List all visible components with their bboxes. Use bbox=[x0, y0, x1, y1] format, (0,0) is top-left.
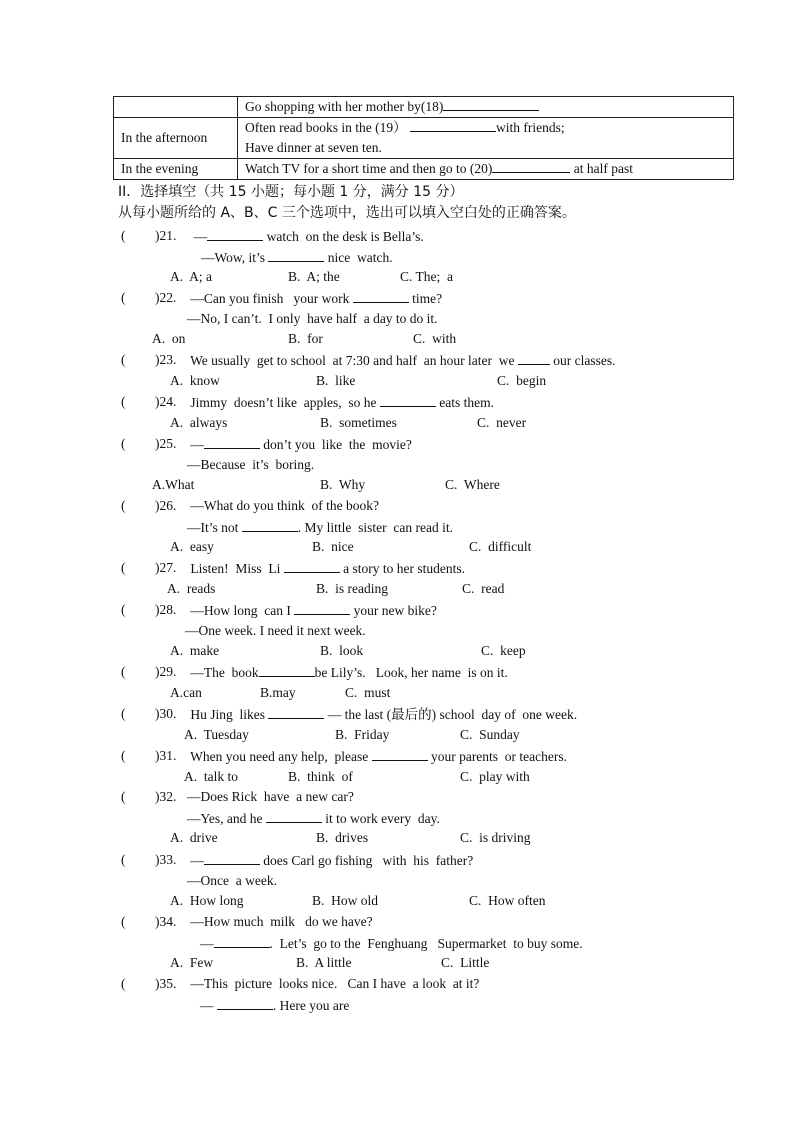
option-a[interactable]: A.What bbox=[152, 477, 195, 493]
option-c[interactable]: C. The; a bbox=[400, 269, 453, 285]
option-c[interactable]: C. Little bbox=[441, 955, 490, 971]
question-text: eats them. bbox=[435, 395, 494, 410]
option-a[interactable]: A. on bbox=[152, 331, 186, 347]
question-text: Jimmy doesn’t like apples, so he bbox=[187, 395, 380, 410]
question-text: —Wow, it’s bbox=[201, 249, 269, 265]
answer-bracket[interactable]: ( bbox=[121, 789, 153, 804]
answer-bracket[interactable]: ( bbox=[121, 228, 153, 243]
option-b[interactable]: B. Why bbox=[320, 477, 366, 493]
option-c[interactable]: C. must bbox=[345, 684, 391, 700]
activity-cell bbox=[238, 118, 734, 159]
activity-text: Often read books in the (19） bbox=[245, 120, 407, 135]
question-line bbox=[187, 706, 577, 723]
answer-blank[interactable] bbox=[294, 602, 350, 615]
question-text: time? bbox=[408, 291, 443, 306]
question-text: — the last (最后的) school day of one week. bbox=[324, 707, 578, 722]
option-b[interactable]: B. nice bbox=[312, 539, 354, 555]
table-row bbox=[114, 118, 734, 159]
activity-text: at half past bbox=[573, 161, 633, 176]
question-text: a story to her students. bbox=[339, 561, 465, 576]
answer-bracket[interactable]: ( bbox=[121, 352, 153, 367]
option-b[interactable]: B.may bbox=[260, 684, 296, 700]
question-text: —What do you think of the book? bbox=[187, 498, 379, 513]
answer-blank[interactable] bbox=[204, 436, 260, 449]
question-number: )25. bbox=[155, 436, 177, 451]
option-a[interactable]: A. always bbox=[170, 414, 228, 430]
question-number: )27. bbox=[155, 560, 177, 575]
question-number: )30. bbox=[155, 706, 177, 721]
answer-bracket[interactable]: ( bbox=[121, 914, 153, 929]
question-line bbox=[187, 290, 442, 307]
option-c[interactable]: C. with bbox=[413, 331, 457, 347]
activity-cell bbox=[238, 159, 734, 180]
option-c[interactable]: C. never bbox=[477, 414, 527, 430]
question-line bbox=[187, 664, 508, 681]
question-line bbox=[187, 457, 314, 473]
option-b[interactable]: B. look bbox=[320, 643, 364, 659]
option-c[interactable]: C. play with bbox=[460, 768, 530, 784]
question-text: Hu Jing likes bbox=[187, 707, 269, 722]
option-b[interactable]: B. How old bbox=[312, 893, 379, 909]
question-text: When you need any help, please bbox=[187, 749, 372, 764]
question-line bbox=[187, 789, 354, 805]
question-number: )35. bbox=[155, 976, 177, 991]
option-c[interactable]: C. How often bbox=[469, 893, 546, 909]
answer-bracket[interactable]: ( bbox=[121, 394, 153, 409]
question-text: . Let’s go to the Fenghuang Supermarket to buy some. bbox=[269, 935, 583, 951]
option-a[interactable]: A. Tuesday bbox=[184, 726, 249, 742]
question-text: —Once a week. bbox=[187, 872, 277, 888]
question-text: Listen! Miss Li bbox=[187, 561, 284, 576]
question-text: don’t you like the movie? bbox=[259, 437, 412, 452]
question-text: —It’s not bbox=[187, 519, 242, 535]
answer-blank[interactable] bbox=[207, 228, 263, 241]
question-text: — bbox=[200, 935, 214, 951]
question-number: )23. bbox=[155, 352, 177, 367]
question-number: )24. bbox=[155, 394, 177, 409]
question-number: )33. bbox=[155, 852, 177, 867]
option-a[interactable]: A. Few bbox=[170, 955, 214, 971]
time-cell bbox=[114, 97, 238, 118]
question-number: )22. bbox=[155, 290, 177, 305]
option-a[interactable]: A.can bbox=[170, 684, 202, 700]
answer-bracket[interactable]: ( bbox=[121, 290, 153, 305]
question-number: )28. bbox=[155, 602, 177, 617]
question-line bbox=[200, 997, 349, 1014]
question-line bbox=[185, 623, 366, 639]
question-text: —Because it’s boring. bbox=[187, 456, 315, 472]
answer-blank[interactable] bbox=[380, 394, 436, 407]
question-text: —Yes, and he bbox=[187, 810, 266, 826]
question-line bbox=[187, 748, 567, 765]
answer-blank[interactable] bbox=[372, 748, 428, 761]
question-text: your new bike? bbox=[350, 603, 437, 618]
answer-bracket[interactable]: ( bbox=[121, 498, 153, 513]
answer-blank[interactable] bbox=[268, 249, 324, 262]
option-c[interactable]: C. is driving bbox=[460, 830, 531, 846]
answer-bracket[interactable]: ( bbox=[121, 748, 153, 763]
question-line bbox=[187, 602, 437, 619]
answer-blank[interactable] bbox=[518, 352, 550, 365]
question-text: — bbox=[200, 997, 217, 1013]
question-text: We usually get to school at 7:30 and half an hour later we bbox=[187, 353, 518, 368]
table-row bbox=[114, 159, 734, 180]
question-text: . My little sister can read it. bbox=[297, 519, 453, 535]
option-b[interactable]: B. Friday bbox=[335, 726, 390, 742]
time-cell: In the evening bbox=[114, 159, 238, 180]
question-text: —How much milk do we have? bbox=[187, 914, 373, 929]
question-text: —No, I can’t. I only have half a day to do it. bbox=[187, 310, 438, 326]
question-text: —The book bbox=[187, 665, 259, 680]
question-text: . Here you are bbox=[272, 997, 350, 1013]
option-a[interactable]: A. drive bbox=[170, 830, 218, 846]
question-line bbox=[187, 352, 615, 369]
answer-blank-20[interactable] bbox=[492, 160, 570, 173]
question-line bbox=[187, 436, 412, 453]
question-number: )29. bbox=[155, 664, 177, 679]
question-number: )32. bbox=[155, 789, 177, 804]
activity-text: Watch TV for a short time and then go to (20) bbox=[245, 161, 493, 176]
option-c[interactable]: C. Sunday bbox=[460, 726, 520, 742]
question-line bbox=[187, 873, 277, 889]
section-instruction: 从每小题所给的 A、B、C 三个选项中，选出可以填入空白处的正确答案。 bbox=[118, 205, 576, 221]
section-heading: II．选择填空（共 15 小题；每小题 1 分，满分 15 分） bbox=[118, 184, 464, 200]
question-text: — bbox=[187, 229, 208, 244]
option-a[interactable]: A. A; a bbox=[170, 269, 212, 285]
answer-blank[interactable] bbox=[353, 290, 409, 303]
question-text: your parents or teachers. bbox=[427, 749, 568, 764]
answer-bracket[interactable]: ( bbox=[121, 664, 153, 679]
answer-blank[interactable] bbox=[266, 810, 322, 823]
option-b[interactable]: B. for bbox=[288, 331, 323, 347]
question-text: — bbox=[187, 437, 204, 452]
question-line bbox=[187, 228, 424, 245]
table-row bbox=[114, 97, 734, 118]
question-text: —One week. I need it next week. bbox=[185, 622, 366, 638]
question-line bbox=[187, 519, 453, 536]
question-line bbox=[187, 852, 473, 869]
option-b[interactable]: B. think of bbox=[288, 768, 353, 784]
option-b[interactable]: B. drives bbox=[316, 830, 369, 846]
option-c[interactable]: C. begin bbox=[497, 372, 547, 388]
option-b[interactable]: B. sometimes bbox=[320, 414, 397, 430]
question-number: )21. bbox=[155, 228, 177, 243]
option-a[interactable]: A. reads bbox=[167, 580, 216, 596]
answer-blank[interactable] bbox=[214, 935, 270, 948]
option-b[interactable]: B. A; the bbox=[288, 269, 340, 285]
option-a[interactable]: A. How long bbox=[170, 893, 244, 909]
answer-bracket[interactable]: ( bbox=[121, 852, 153, 867]
question-number: )26. bbox=[155, 498, 177, 513]
option-c[interactable]: C. difficult bbox=[469, 539, 532, 555]
answer-bracket[interactable]: ( bbox=[121, 602, 153, 617]
question-line bbox=[187, 394, 494, 411]
answer-bracket[interactable]: ( bbox=[121, 436, 153, 451]
activity-cell bbox=[238, 97, 734, 118]
answer-bracket[interactable]: ( bbox=[121, 976, 153, 991]
answer-blank[interactable] bbox=[217, 997, 273, 1010]
activity-text: Go shopping with her mother by(18) bbox=[245, 99, 444, 114]
time-cell: In the afternoon bbox=[114, 118, 238, 159]
answer-blank-19[interactable] bbox=[410, 119, 496, 132]
question-line bbox=[200, 935, 583, 952]
question-text: our classes. bbox=[549, 353, 616, 368]
question-number: )31. bbox=[155, 748, 177, 763]
option-c[interactable]: C. Where bbox=[445, 477, 500, 493]
option-a[interactable]: A. know bbox=[170, 372, 220, 388]
option-b[interactable]: B. A little bbox=[296, 955, 352, 971]
question-text: —How long can I bbox=[187, 603, 295, 618]
option-c[interactable]: C. keep bbox=[481, 643, 526, 659]
option-a[interactable]: A. make bbox=[170, 643, 220, 659]
answer-blank[interactable] bbox=[259, 664, 315, 677]
answer-blank-18[interactable] bbox=[443, 98, 539, 111]
question-line bbox=[201, 249, 393, 266]
question-text: be Lily’s. Look, her name is on it. bbox=[314, 665, 508, 680]
answer-bracket[interactable]: ( bbox=[121, 560, 153, 575]
question-text: does Carl go fishing with his father? bbox=[259, 853, 474, 868]
option-b[interactable]: B. is reading bbox=[316, 580, 388, 596]
question-line bbox=[187, 976, 479, 992]
question-number: )34. bbox=[155, 914, 177, 929]
question-text: —Can you finish your work bbox=[187, 291, 353, 306]
question-line bbox=[187, 810, 440, 827]
question-text: it to work every day. bbox=[321, 810, 440, 826]
activity-text: Have dinner at seven ten. bbox=[245, 140, 382, 155]
question-line bbox=[187, 498, 379, 514]
option-a[interactable]: A. easy bbox=[170, 539, 214, 555]
question-text: — bbox=[187, 853, 204, 868]
question-line bbox=[187, 914, 373, 930]
option-c[interactable]: C. read bbox=[462, 580, 505, 596]
question-text: watch on the desk is Bella’s. bbox=[263, 229, 424, 244]
answer-blank[interactable] bbox=[242, 519, 298, 532]
option-a[interactable]: A. talk to bbox=[184, 768, 238, 784]
question-line bbox=[187, 311, 438, 327]
answer-bracket[interactable]: ( bbox=[121, 706, 153, 721]
schedule-table bbox=[113, 96, 734, 180]
question-text: —This picture looks nice. Can I have a look at it? bbox=[187, 976, 480, 991]
question-text: —Does Rick have a new car? bbox=[187, 789, 354, 804]
answer-blank[interactable] bbox=[284, 560, 340, 573]
activity-text: with friends; bbox=[495, 120, 565, 135]
question-text: nice watch. bbox=[324, 249, 393, 265]
question-line bbox=[187, 560, 465, 577]
answer-blank[interactable] bbox=[268, 706, 324, 719]
option-b[interactable]: B. like bbox=[316, 372, 356, 388]
answer-blank[interactable] bbox=[204, 852, 260, 865]
